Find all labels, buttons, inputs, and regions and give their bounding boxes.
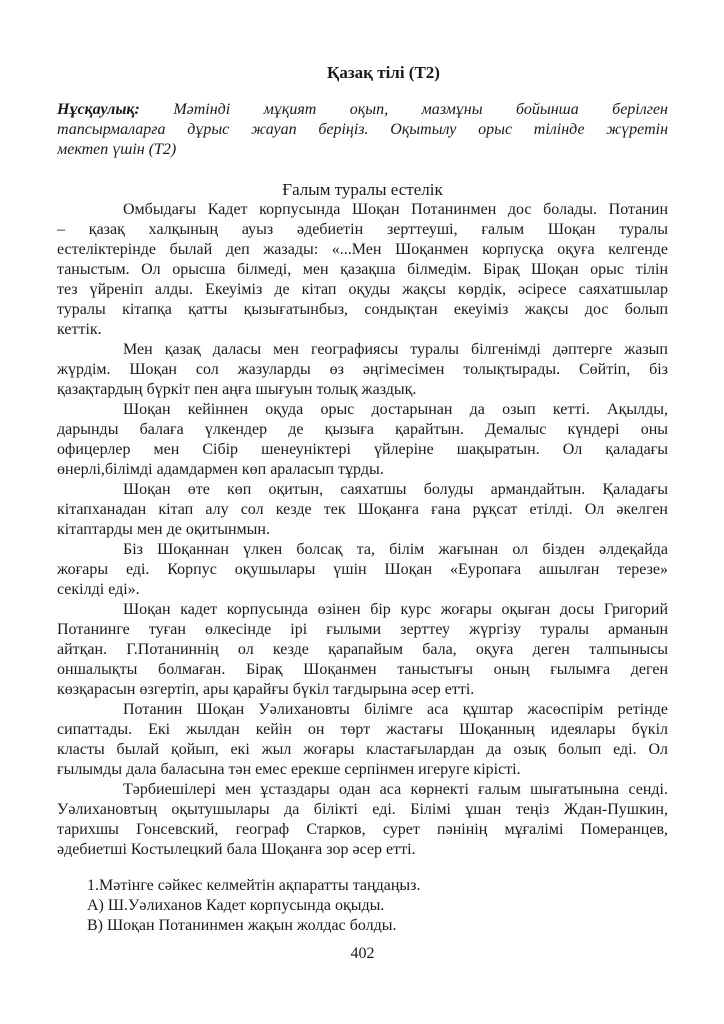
paragraph xyxy=(57,200,668,340)
paragraph xyxy=(57,700,668,780)
page-number: 402 xyxy=(350,945,375,962)
instruction-line: Нұсқаулық: Мәтінді мұқият оқып, мазмұны бойынша берілген xyxy=(57,101,668,118)
instruction-line: тапсырмаларға дұрыс жауап беріңіз. Оқытылу орыс тілінде жүретін xyxy=(57,121,668,138)
paragraph-line: класты былай қойып, екі жыл жоғары кластағылардан да озық болып еді. Ол xyxy=(57,741,668,758)
paragraph-line: туралы кітапқа қатты қызығатынбыз, сондықтан екеуіміз жақсы дос болып xyxy=(57,301,668,318)
paragraph-line: жоғары еді. Корпус оқушылары үшін Шоқан «Еуропаға ашылған терезе» xyxy=(57,561,668,578)
document-title: Қазақ тілі (Т2) xyxy=(327,63,440,82)
paragraph-line: оншалықты болмаған. Бірақ Шоқанмен таныстығы оның ғылымға деген xyxy=(57,661,668,678)
paragraph-line: Омбыдағы Кадет корпусында Шоқан Потанинмен дос болады. Потанин xyxy=(123,201,668,218)
paragraph-line: көзқарасын өзгертіп, ары қарайғы бүкіл тағдырына әсер етті. xyxy=(57,681,475,698)
paragraph-line: Шоқан кейіннен оқуда орыс достарынан да озып кетті. Ақылды, xyxy=(123,401,668,418)
paragraph-line: таныстым. Ол орысша білмеді, мен қазақша білмедім. Бірақ Шоқан орыс тілін xyxy=(57,261,668,278)
paragraph-line: кітапханадан кітап алу сол кезде тек Шоқанға ғана рұқсат етілді. Ол әкелген xyxy=(57,501,668,518)
paragraph-line: – қазақ халқының ауыз әдебиетін зерттеуші, ғалым Шоқан туралы xyxy=(57,221,668,238)
paragraph-line: естеліктерінде былай деп жазады: «...Мен Шоқанмен корпусқа оқуға келгенде xyxy=(57,241,668,258)
question-options xyxy=(87,896,668,936)
paragraph xyxy=(57,540,668,600)
paragraph-line: Тәрбиешілері мен ұстаздары одан аса көрнекті ғалым шығатынына сенді. xyxy=(123,781,668,798)
instruction-line: мектеп үшін (Т2) xyxy=(57,141,177,158)
paragraph-line: Потанин Шоқан Уәлихановты білімге аса құштар жасөспірім ретінде xyxy=(123,701,668,718)
paragraph-line: сипаттады. Екі жылдан кейін он төрт жастағы Шоқанның идеялары бүкіл xyxy=(57,721,668,738)
paragraph xyxy=(57,340,668,400)
instruction-paragraph xyxy=(57,100,668,160)
paragraph-line: Потанинге туған өлкесінде ірі ғылыми зерттеу жүргізу туралы арманын xyxy=(57,621,668,638)
paragraph-line: өнерлі,білімді адамдармен көп араласып тұрды. xyxy=(57,461,384,478)
passage-heading: Ғалым туралы естелік xyxy=(282,180,443,199)
paragraph-line: кеттік. xyxy=(57,321,102,338)
answer-option: В) Шоқан Потанинмен жақын жолдас болды. xyxy=(87,917,397,934)
paragraph-line: Мен қазақ даласы мен географиясы туралы білгенімді дәптерге жазып xyxy=(123,341,668,358)
paragraph-line: әдебиетші Костылецкий бала Шоқанға зор әсер етті. xyxy=(57,841,416,858)
paragraph-line: кітаптарды мен де оқитынмын. xyxy=(57,521,270,538)
paragraph-line: секілді еді». xyxy=(57,581,140,598)
paragraph-line: тарихшы Гонсевский, географ Старков, сурет пәнінің мұғалімі Померанцев, xyxy=(57,821,668,838)
paragraph-line: ғылымды дала баласына тән емес ерекше серпінмен игеруге кірісті. xyxy=(57,761,521,778)
question-block xyxy=(87,876,668,936)
paragraph xyxy=(57,480,668,540)
paragraph-line: қазақтардың бүркіт пен аңға шығуын толық жаздық. xyxy=(57,381,417,398)
paragraph-line: айтқан. Г.Потаниннің ол кезде қарапайым бала, оқуға деген талпынысы xyxy=(57,641,668,658)
paragraph xyxy=(57,400,668,480)
passage-body xyxy=(57,200,668,860)
paragraph-line: Уәлихановтың оқытушылары да білікті еді. Білімі ұшан теңіз Ждан-Пушкин, xyxy=(57,801,668,818)
paragraph xyxy=(57,780,668,860)
paragraph-line: офицерлер мен Сібір шенеуніктері үйлеріне шақыратын. Ол қаладағы xyxy=(57,441,668,458)
paragraph-line: Шоқан өте көп оқитын, саяхатшы болуды армандайтын. Қаладағы xyxy=(123,481,668,498)
question-prompt: 1.Мәтінге сәйкес келмейтін ақпаратты таңдаңыз. xyxy=(87,877,421,894)
paragraph-line: Біз Шоқаннан үлкен болсақ та, білім жағынан ол бізден әлдеқайда xyxy=(123,541,668,558)
paragraph-line: Шоқан кадет корпусында өзінен бір курс жоғары оқыған досы Григорий xyxy=(123,601,668,618)
instruction-label: Нұсқаулық: xyxy=(57,101,140,118)
paragraph-line: дарынды балаға үлкендер де қызыға қарайтын. Демалыс күндері оны xyxy=(57,421,668,438)
paragraph-line: тез үйреніп алды. Екеуіміз де кітап оқуды жақсы көрдік, әсіресе саяхатшылар xyxy=(57,281,668,298)
answer-option: А) Ш.Уәлиханов Кадет корпусында оқыды. xyxy=(87,897,385,914)
paragraph-line: жүрдім. Шоқан сол жазуларды өз әңгімесімен толықтырады. Сөйтіп, біз xyxy=(57,361,668,378)
paragraph xyxy=(57,600,668,700)
